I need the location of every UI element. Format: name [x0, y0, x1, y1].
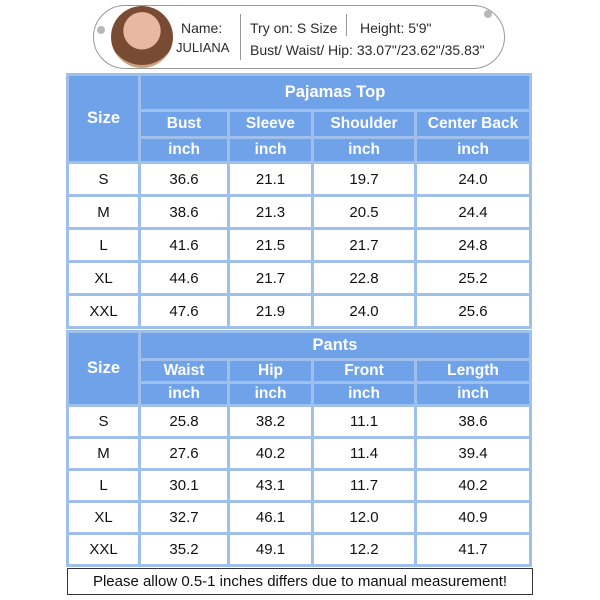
column-header: Shoulder [314, 112, 414, 136]
table-row [69, 197, 529, 227]
value-cell: 38.6 [417, 407, 529, 436]
value-cell: 46.1 [230, 503, 311, 532]
try-on-size: Try on: S Size [250, 20, 338, 36]
unit-header: inch [141, 384, 227, 404]
table-row [69, 263, 529, 293]
value-cell: 21.3 [230, 197, 311, 227]
value-cell: 21.1 [230, 164, 311, 194]
value-cell: 32.7 [141, 503, 227, 532]
value-cell: 40.2 [230, 439, 311, 468]
value-cell: 11.1 [314, 407, 414, 436]
model-info-card [0, 0, 600, 74]
column-header: Front [314, 361, 414, 381]
value-cell: 30.1 [141, 471, 227, 500]
name-label: Name: [181, 20, 223, 36]
unit-header: inch [230, 139, 311, 161]
unit-header: inch [230, 384, 311, 404]
pants-size-table [66, 330, 532, 567]
column-header: Center Back [417, 112, 529, 136]
value-cell: 36.6 [141, 164, 227, 194]
table-row [69, 439, 529, 468]
pajamas-top-size-table [66, 73, 532, 329]
value-cell: 24.4 [417, 197, 529, 227]
size-cell: M [69, 439, 138, 468]
value-cell: 11.7 [314, 471, 414, 500]
size-header: Size [69, 333, 138, 404]
column-header: Length [417, 361, 529, 381]
value-cell: 21.7 [230, 263, 311, 293]
divider [346, 14, 347, 36]
size-cell: XXL [69, 535, 138, 564]
value-cell: 25.2 [417, 263, 529, 293]
value-cell: 39.4 [417, 439, 529, 468]
unit-header: inch [417, 139, 529, 161]
value-cell: 35.2 [141, 535, 227, 564]
unit-header: inch [314, 139, 414, 161]
value-cell: 24.8 [417, 230, 529, 260]
value-cell: 22.8 [314, 263, 414, 293]
value-cell: 20.5 [314, 197, 414, 227]
table-row [69, 230, 529, 260]
value-cell: 43.1 [230, 471, 311, 500]
value-cell: 40.2 [417, 471, 529, 500]
group-title: Pants [141, 333, 529, 358]
size-cell: XL [69, 263, 138, 293]
column-header: Bust [141, 112, 227, 136]
table-row [69, 535, 529, 564]
value-cell: 49.1 [230, 535, 311, 564]
value-cell: 41.7 [417, 535, 529, 564]
value-cell: 38.6 [141, 197, 227, 227]
model-height: Height: 5'9" [360, 20, 432, 36]
name-value: JULIANA [176, 40, 230, 55]
value-cell: 12.2 [314, 535, 414, 564]
unit-header: inch [141, 139, 227, 161]
size-cell: L [69, 230, 138, 260]
divider [240, 14, 241, 60]
value-cell: 40.9 [417, 503, 529, 532]
frame-dot-right [484, 10, 492, 18]
group-title: Pajamas Top [141, 76, 529, 109]
value-cell: 38.2 [230, 407, 311, 436]
table-row [69, 503, 529, 532]
unit-header: inch [314, 384, 414, 404]
value-cell: 19.7 [314, 164, 414, 194]
column-header: Sleeve [230, 112, 311, 136]
table-row [69, 471, 529, 500]
value-cell: 25.6 [417, 296, 529, 326]
value-cell: 24.0 [314, 296, 414, 326]
size-cell: L [69, 471, 138, 500]
value-cell: 44.6 [141, 263, 227, 293]
size-cell: XL [69, 503, 138, 532]
table-row [69, 296, 529, 326]
column-header: Hip [230, 361, 311, 381]
size-cell: S [69, 164, 138, 194]
table-row [69, 407, 529, 436]
value-cell: 47.6 [141, 296, 227, 326]
value-cell: 21.5 [230, 230, 311, 260]
model-avatar [111, 6, 173, 68]
column-header: Waist [141, 361, 227, 381]
frame-dot-left [97, 26, 105, 34]
value-cell: 21.9 [230, 296, 311, 326]
size-cell: S [69, 407, 138, 436]
size-header: Size [69, 76, 138, 161]
size-cell: XXL [69, 296, 138, 326]
size-cell: M [69, 197, 138, 227]
unit-header: inch [417, 384, 529, 404]
value-cell: 12.0 [314, 503, 414, 532]
measurement-note: Please allow 0.5-1 inches differs due to manual measurement! [67, 568, 533, 595]
value-cell: 27.6 [141, 439, 227, 468]
value-cell: 25.8 [141, 407, 227, 436]
model-measurements: Bust/ Waist/ Hip: 33.07"/23.62"/35.83" [250, 42, 485, 58]
table-row [69, 164, 529, 194]
value-cell: 11.4 [314, 439, 414, 468]
value-cell: 41.6 [141, 230, 227, 260]
value-cell: 21.7 [314, 230, 414, 260]
value-cell: 24.0 [417, 164, 529, 194]
